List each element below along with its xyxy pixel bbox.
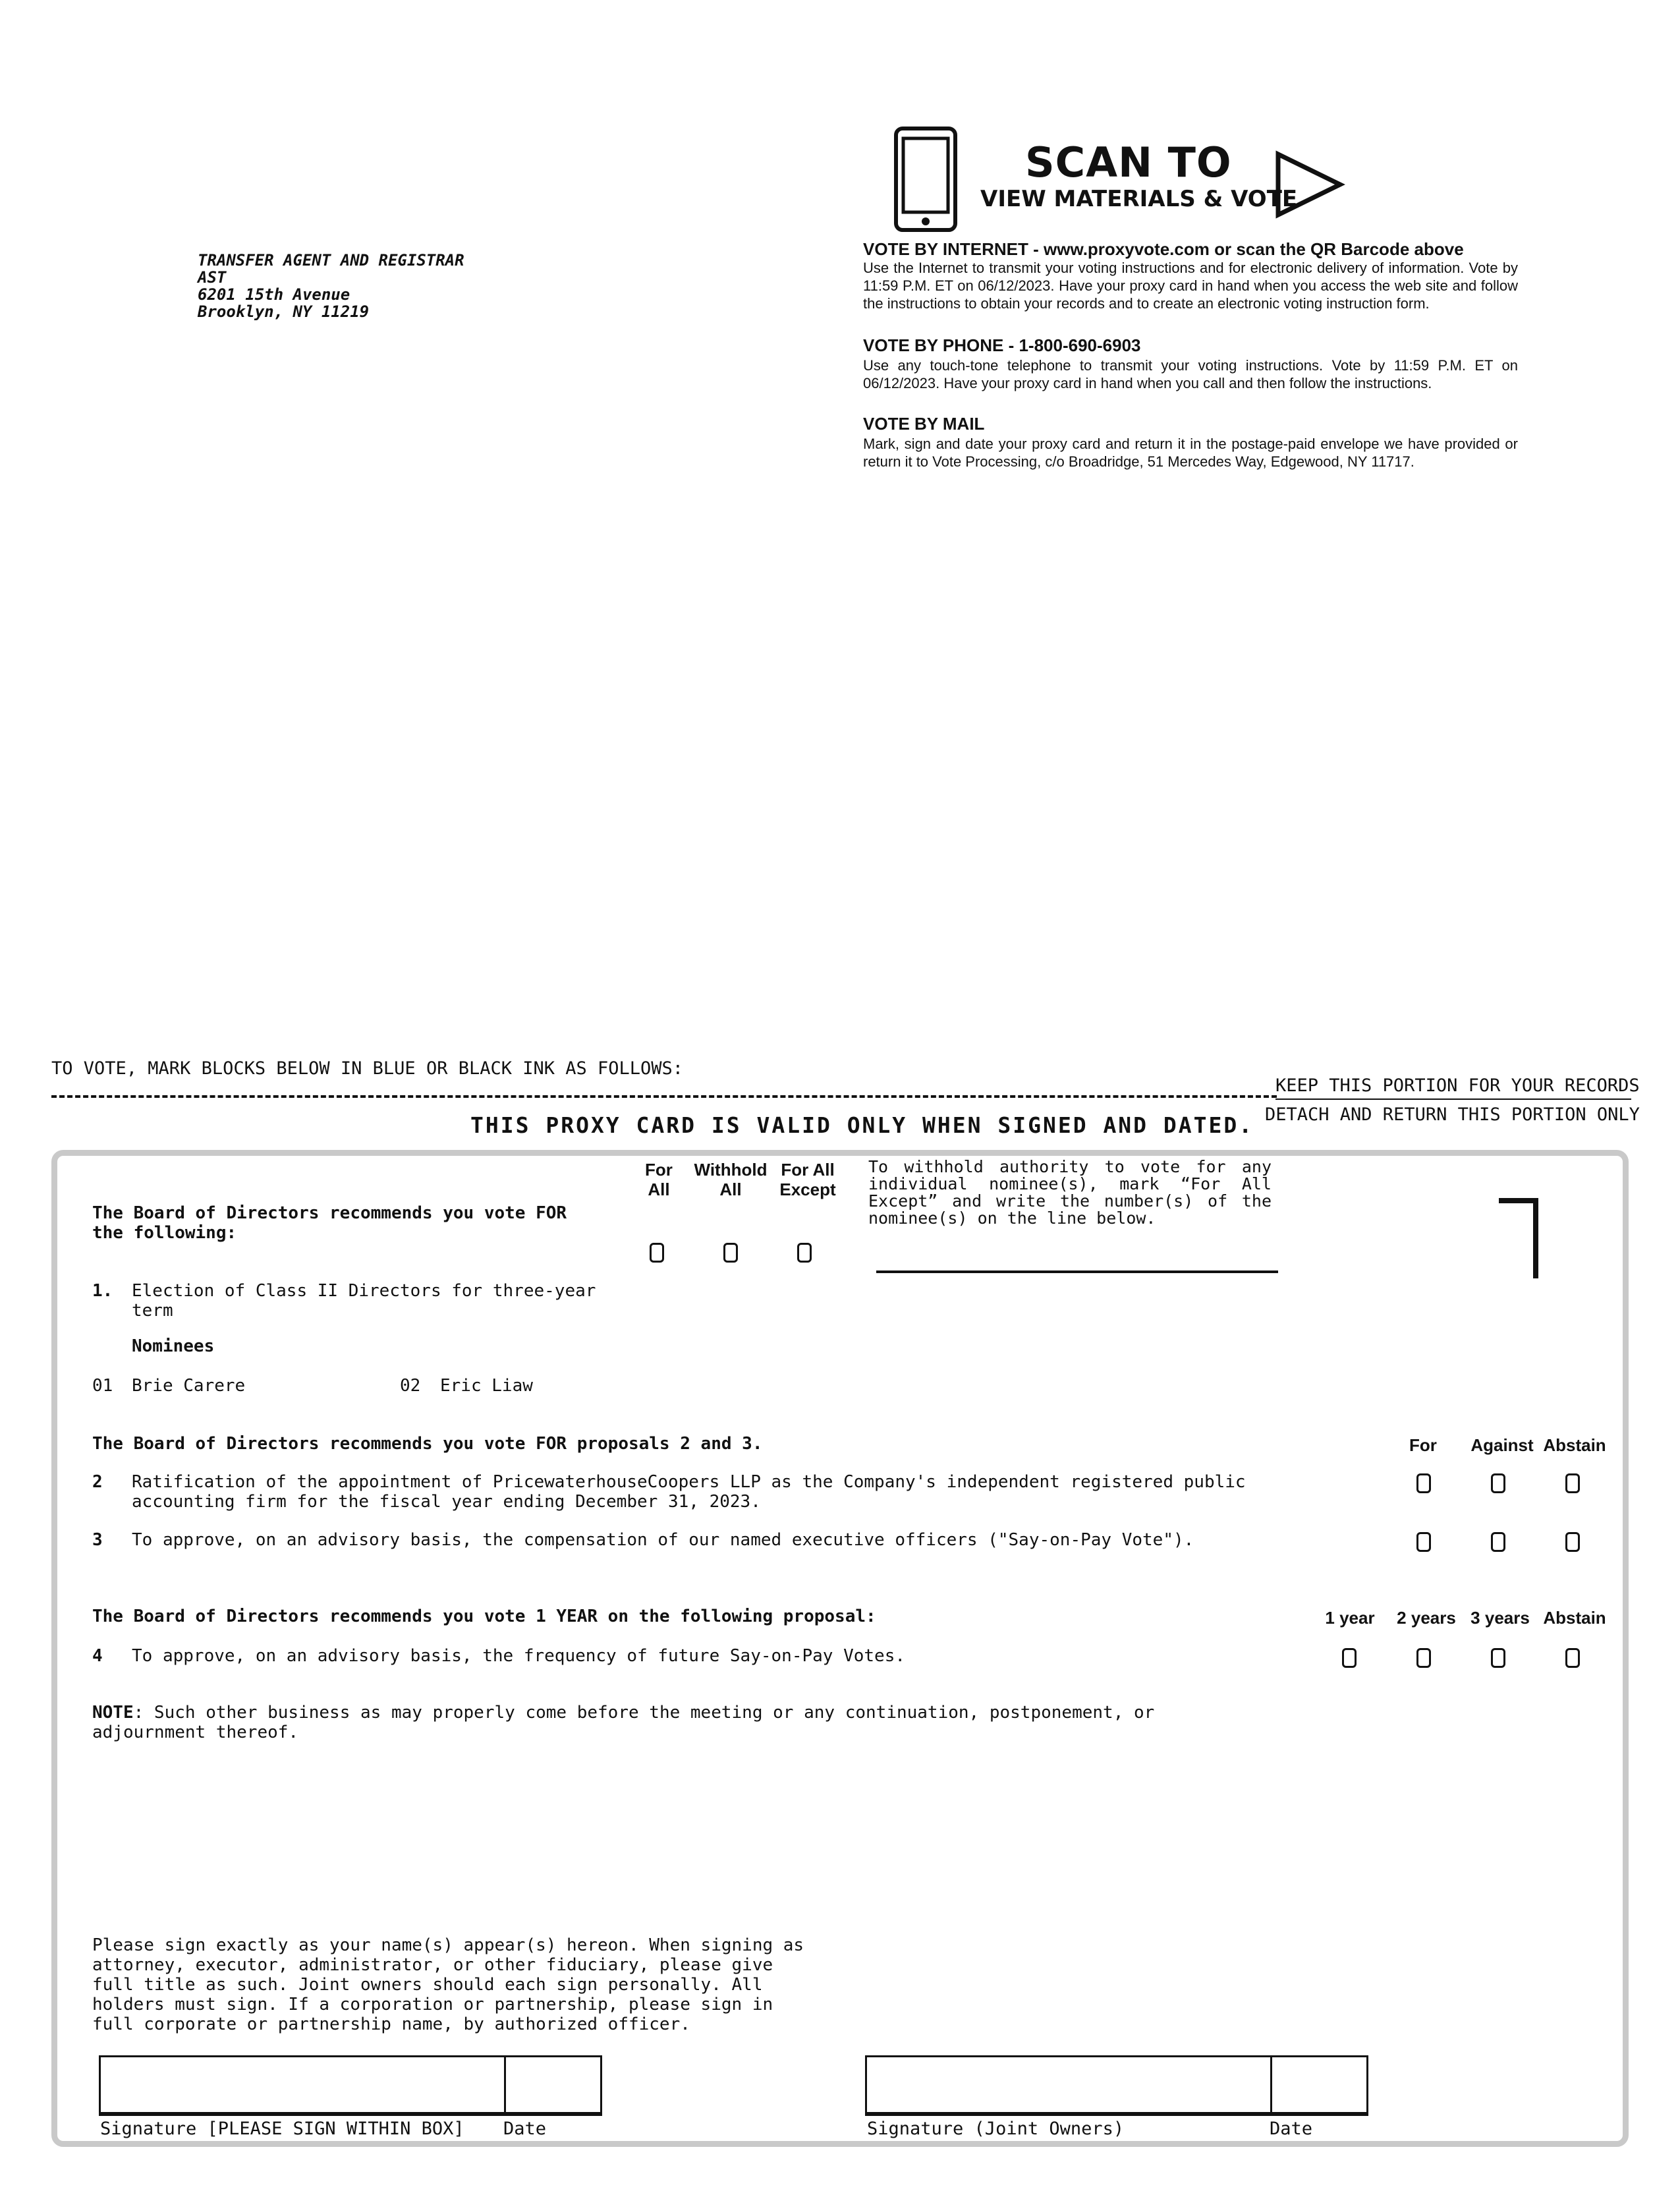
proposal-3-for-checkbox[interactable]: [1416, 1532, 1431, 1552]
nominee-number: 02: [400, 1376, 421, 1396]
proposal-2-abstain-checkbox[interactable]: [1565, 1473, 1580, 1493]
col-label: All: [648, 1180, 670, 1199]
agent-line: Brooklyn, NY 11219: [198, 302, 370, 321]
item-line: term: [132, 1301, 173, 1321]
nominees-label: Nominees: [132, 1336, 215, 1356]
col-label: For: [645, 1160, 673, 1180]
transfer-agent-address: [198, 252, 464, 320]
signature-label: Signature [PLEASE SIGN WITHIN BOX]: [100, 2119, 464, 2139]
item-line: Election of Class II Directors for three-year: [132, 1281, 596, 1301]
vote-by-internet-text: Use the Internet to transmit your voting instructions and for electronic delivery of information. Vote by 11:59 P.M. ET on 06/12/2023. Have your proxy card in hand when you access the web site and follow the instructions to obtain your records and to create an electronic voting instruction form.: [863, 260, 1518, 312]
col-withhold-all: [691, 1160, 770, 1199]
vote-by-phone-heading: VOTE BY PHONE - 1-800-690-6903: [863, 335, 1141, 355]
vote-by-internet-heading: VOTE BY INTERNET - www.proxyvote.com or scan the QR Barcode above: [863, 239, 1464, 259]
detach-dashed-line: [51, 1095, 1277, 1098]
date-label: Date: [1270, 2119, 1313, 2139]
smartphone-icon: [894, 127, 957, 232]
col-abstain: Abstain: [1543, 1435, 1606, 1455]
nominee-name: Brie Carere: [132, 1376, 246, 1396]
election-item-text: [132, 1281, 596, 1321]
board-rec-line: The Board of Directors recommends you vote FOR: [92, 1203, 567, 1223]
item-line: Ratification of the appointment of PricewaterhouseCoopers LLP as the Company's independent registered public: [132, 1472, 1246, 1492]
col-label: Except: [779, 1180, 836, 1199]
col-against: Against: [1470, 1435, 1534, 1455]
keep-portion-label: KEEP THIS PORTION FOR YOUR RECORDS: [1275, 1075, 1640, 1096]
keep-portion-underline: [1275, 1098, 1631, 1100]
vote-by-mail-heading: VOTE BY MAIL: [863, 414, 985, 434]
item-number-2: 2: [92, 1472, 103, 1492]
agent-line: TRANSFER AGENT AND REGISTRAR: [198, 251, 464, 270]
proposal-3-abstain-checkbox[interactable]: [1565, 1532, 1580, 1552]
col-label: For All: [781, 1160, 835, 1180]
col-abstain: Abstain: [1543, 1608, 1606, 1628]
col-label: Withhold: [694, 1160, 768, 1180]
board-rec-proposals-2-3: The Board of Directors recommends you vote FOR proposals 2 and 3.: [92, 1434, 763, 1454]
detach-portion-label: DETACH AND RETURN THIS PORTION ONLY: [1265, 1104, 1640, 1125]
play-arrow-icon: [1274, 150, 1347, 219]
board-rec-proposal-4: The Board of Directors recommends you vote 1 YEAR on the following proposal:: [92, 1607, 876, 1626]
proposal-2-text: [132, 1472, 1246, 1512]
proposal-4-3-years-checkbox[interactable]: [1491, 1648, 1505, 1668]
proposal-2-for-checkbox[interactable]: [1416, 1473, 1431, 1493]
item-line: accounting firm for the fiscal year ending December 31, 2023.: [132, 1492, 761, 1512]
col-for-all: [639, 1160, 679, 1199]
withhold-all-checkbox[interactable]: [723, 1243, 738, 1263]
nominee-number: 01: [92, 1376, 113, 1396]
proposal-4-abstain-checkbox[interactable]: [1565, 1648, 1580, 1668]
board-rec-line: the following:: [92, 1223, 237, 1243]
valid-only-banner: THIS PROXY CARD IS VALID ONLY WHEN SIGNED AND DATED.: [470, 1112, 1254, 1138]
joint-signature-box[interactable]: [865, 2055, 1368, 2116]
proposal-4-1-year-checkbox[interactable]: [1342, 1648, 1357, 1668]
signing-instructions: Please sign exactly as your name(s) appear(s) hereon. When signing as attorney, executor, administrator, or other fiduciary, please give full title as such. Joint owners should each sign personally. All holders must sign. If a corporation or partnership, please sign in full corporate or partnership name, by authorized officer.: [92, 1935, 804, 2034]
nominee-number-line[interactable]: [876, 1270, 1278, 1273]
nominee-name: Eric Liaw: [440, 1376, 533, 1396]
joint-signature-label: Signature (Joint Owners): [867, 2119, 1125, 2139]
registration-corner-mark: [1499, 1198, 1538, 1278]
col-for: For: [1409, 1435, 1437, 1455]
proposal-3-against-checkbox[interactable]: [1491, 1532, 1505, 1552]
col-1-year: 1 year: [1325, 1608, 1375, 1628]
board-rec-election: [92, 1203, 567, 1243]
item-number-4: 4: [92, 1646, 103, 1666]
vote-by-phone-text: Use any touch-tone telephone to transmit your voting instructions. Vote by 11:59 P.M. ET on 06/12/2023. Have your proxy card in hand when you call and then follow the instructions.: [863, 357, 1518, 391]
item-number-3: 3: [92, 1530, 103, 1550]
note-label: NOTE: [92, 1703, 134, 1723]
col-label: All: [719, 1180, 742, 1199]
proposal-4-2-years-checkbox[interactable]: [1416, 1648, 1431, 1668]
proposal-3-text: To approve, on an advisory basis, the compensation of our named executive officers ("Say-on-Pay Vote").: [132, 1530, 1194, 1550]
note-body: : Such other business as may properly come before the meeting or any continuation, postponement, or: [133, 1703, 1155, 1723]
col-for-all-except: [777, 1160, 838, 1199]
for-all-except-checkbox[interactable]: [797, 1243, 812, 1263]
col-3-years: 3 years: [1470, 1608, 1530, 1628]
vote-by-mail-text: Mark, sign and date your proxy card and return it in the postage-paid envelope we have provided or return it to Vote Processing, c/o Broadridge, 51 Mercedes Way, Edgewood, NY 11717.: [863, 436, 1518, 470]
for-all-checkbox[interactable]: [650, 1243, 664, 1263]
note-text: [92, 1703, 1154, 1723]
withhold-instruction: To withhold authority to vote for any individual nominee(s), mark “For All Except” and write the number(s) of the nominee(s) on the line below.: [868, 1157, 1272, 1228]
signature-box[interactable]: [99, 2055, 602, 2116]
col-2-years: 2 years: [1397, 1608, 1456, 1628]
agent-line: AST: [198, 268, 227, 287]
signature-date-divider: [1270, 2057, 1272, 2112]
scan-to-title: SCAN TO: [1025, 138, 1232, 186]
signature-date-divider: [504, 2057, 506, 2112]
proposal-2-against-checkbox[interactable]: [1491, 1473, 1505, 1493]
proposal-4-text: To approve, on an advisory basis, the frequency of future Say-on-Pay Votes.: [132, 1646, 905, 1666]
note-text-continued: adjournment thereof.: [92, 1723, 299, 1742]
scan-to-subtitle: VIEW MATERIALS & VOTE: [980, 186, 1298, 212]
agent-line: 6201 15th Avenue: [198, 285, 350, 304]
ink-instruction: TO VOTE, MARK BLOCKS BELOW IN BLUE OR BLACK INK AS FOLLOWS:: [51, 1058, 684, 1079]
date-label: Date: [503, 2119, 547, 2139]
item-number-1: 1.: [92, 1281, 113, 1301]
